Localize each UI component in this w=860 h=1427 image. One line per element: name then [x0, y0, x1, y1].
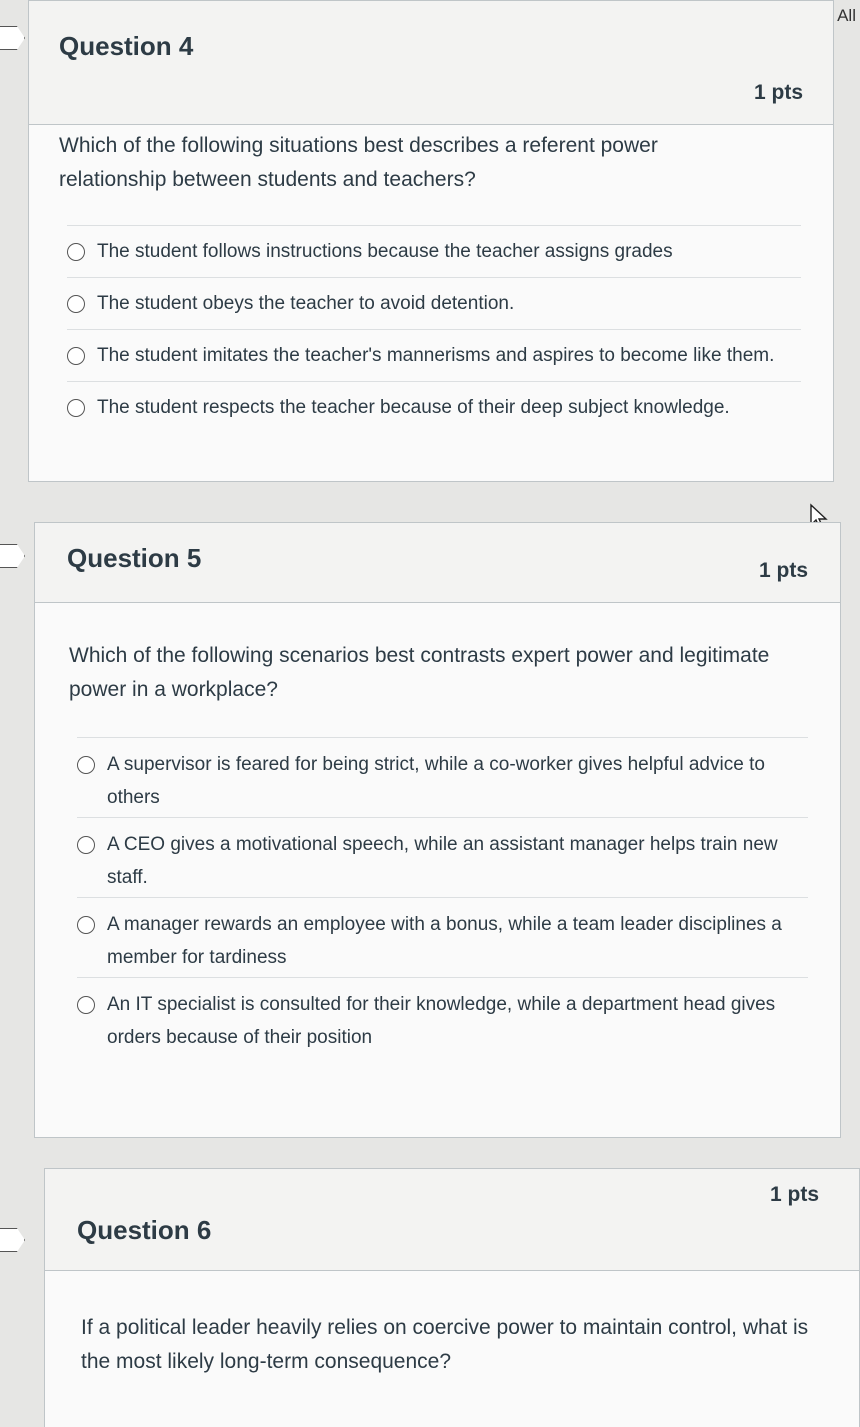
question-4-answer-1[interactable]	[67, 226, 801, 278]
radio-button[interactable]	[67, 347, 85, 365]
question-4-card	[28, 0, 834, 482]
question-6-card	[44, 1168, 860, 1427]
question-6-title: Question 6	[77, 1215, 212, 1245]
answer-label: The student obeys the teacher to avoid detention.	[97, 293, 515, 314]
question-4-points: 1 pts	[753, 81, 803, 104]
question-4-title: Question 4	[59, 31, 194, 61]
answer-label: A supervisor is feared for being strict, while a co-worker gives helpful advice to others	[107, 754, 765, 808]
question-4-body	[29, 125, 833, 434]
question-5-title: Question 5	[67, 543, 202, 573]
question-4-header	[29, 1, 833, 125]
question-5-header	[35, 523, 840, 603]
radio-button[interactable]	[77, 916, 95, 934]
question-5-answer-4[interactable]	[77, 978, 808, 1058]
flag-question-6-icon[interactable]	[0, 1228, 25, 1252]
question-5-text: Which of the following scenarios best contrasts expert power and legitimate power in a workplace?	[69, 644, 770, 701]
question-4-text: Which of the following situations best describes a referent power relationship between students and teachers?	[59, 134, 658, 191]
question-6-text: If a political leader heavily relies on coercive power to maintain control, what is the most likely long-term consequence?	[81, 1316, 809, 1373]
question-5-card	[34, 522, 841, 1138]
folder-label: All	[837, 6, 856, 25]
answer-label: A CEO gives a motivational speech, while an assistant manager helps train new staff.	[107, 834, 778, 888]
radio-button[interactable]	[67, 243, 85, 261]
question-5-answer-1[interactable]	[77, 738, 808, 818]
question-4-answer-2[interactable]	[67, 278, 801, 330]
radio-button[interactable]	[67, 399, 85, 417]
question-6-body	[45, 1271, 859, 1379]
radio-button[interactable]	[77, 756, 95, 774]
radio-button[interactable]	[67, 295, 85, 313]
question-4-answer-list	[67, 225, 801, 434]
answer-label: The student respects the teacher because of their deep subject knowledge.	[97, 397, 730, 418]
answer-label: An IT specialist is consulted for their knowledge, while a department head gives orders because of their position	[107, 994, 776, 1048]
question-4-answer-3[interactable]	[67, 330, 801, 382]
question-5-answer-list	[77, 737, 808, 1058]
question-5-answer-2[interactable]	[77, 818, 808, 898]
question-6-points: 1 pts	[769, 1183, 819, 1206]
question-4-answer-4[interactable]	[67, 382, 801, 434]
radio-button[interactable]	[77, 836, 95, 854]
answer-label: The student follows instructions because the teacher assigns grades	[97, 241, 673, 262]
radio-button[interactable]	[77, 996, 95, 1014]
answer-label: A manager rewards an employee with a bonus, while a team leader disciplines a member for tardiness	[107, 914, 782, 968]
question-5-answer-3[interactable]	[77, 898, 808, 978]
question-5-body	[35, 603, 840, 1058]
flag-question-5-icon[interactable]	[0, 544, 25, 568]
answer-label: The student imitates the teacher's mannerisms and aspires to become like them.	[97, 345, 775, 366]
question-6-header	[45, 1169, 859, 1271]
question-5-points: 1 pts	[758, 559, 808, 582]
